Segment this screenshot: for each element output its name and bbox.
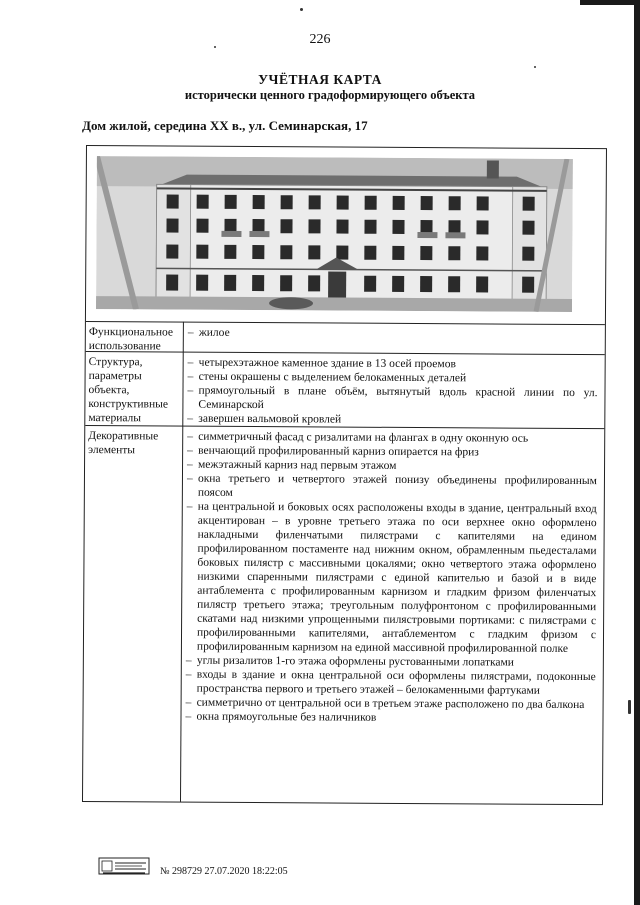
entrance-door (328, 271, 346, 300)
scan-speck (534, 66, 536, 68)
row-label-function: Функциональное использование (88, 326, 174, 353)
chimney (487, 160, 499, 178)
row-items-structure (185, 356, 597, 429)
list-item: – жилое (186, 326, 598, 343)
registration-footer: № 298729 27.07.2020 18:22:05 (160, 866, 288, 877)
scan-edge-top (580, 0, 640, 5)
list-item: – завершен вальмовой кровлей (185, 412, 597, 429)
scan-speck (300, 8, 303, 11)
list-item: – венчающий профилированный карниз опирается на фриз (185, 444, 597, 461)
list-item: – входы в здание и окна центральной оси оформлены пилястрами, подоконные пространства первого и третьего этажей – белокаменными фартуками (184, 668, 596, 699)
row-items-function (186, 326, 598, 343)
list-item: – окна третьего и четвертого этажей понизу объединены профилированным поясом (185, 472, 597, 503)
list-item: – симметричный фасад с ризалитами на флангах в одну оконную ось (185, 430, 597, 447)
object-heading: Дом жилой, середина XX в., ул. Семинарская, 17 (82, 118, 368, 133)
document-title: УЧЁТНАЯ КАРТА (258, 72, 382, 87)
column-divider (180, 322, 184, 802)
list-item: – симметрично от центральной оси в третьем этаже расположено по два балкона (184, 696, 596, 713)
list-item: – стены окрашены с выделением белокаменных деталей (186, 370, 598, 387)
photo-cell (86, 146, 606, 325)
list-item: – окна прямоугольные без наличников (183, 710, 595, 727)
scan-speck (628, 700, 631, 714)
row-items-decor (183, 430, 597, 727)
list-item: – четырехэтажное каменное здание в 13 осей проемов (186, 356, 598, 373)
list-item: – углы ризалитов 1-го этажа оформлены рустованными лопатками (184, 654, 596, 671)
building-photo (96, 156, 573, 312)
row-label-decor: Декоративные элементы (88, 430, 159, 457)
list-item: – прямоугольный в плане объём, вытянутый вдоль красной линии по ул. Семинарской (185, 384, 597, 415)
row-label-structure: Структура, параметры объекта, конструктивные материалы (88, 356, 169, 425)
page-number: 226 (309, 32, 331, 47)
list-item: – межэтажный карниз над первым этажом (185, 458, 597, 475)
registry-stamp-icon (98, 857, 150, 875)
list-item: – на центральной и боковых осях расположены входы в здание, центральный вход акцентирован – в уровне третьего этажа по оси верхнее окно оформлено накладными филенчатыми пилястрами с капителями на едином профилированном постаменте над нижним окном, обрамленным пьедесталами боковых пилястр с массивными цокалями; окно четвертого этажа оформлено низкими спаренными пилястрами с единой капителью и базой и в виде антаблемента с профилированным карнизом и гладким фризом филенчатых пилястр третьего этажа; треугольным полуфронтоном с профилированными скатами над низкими упрощенными пилястровыми портиками: с пилястрами с профилированными капителями, антаблементом с гладким фризом с профилированным карнизом на единой массивной профилированной полке (184, 500, 597, 657)
document-subtitle: исторически ценного градоформирующего объекта (184, 88, 476, 102)
scan-edge (634, 0, 640, 905)
record-table (82, 145, 607, 805)
